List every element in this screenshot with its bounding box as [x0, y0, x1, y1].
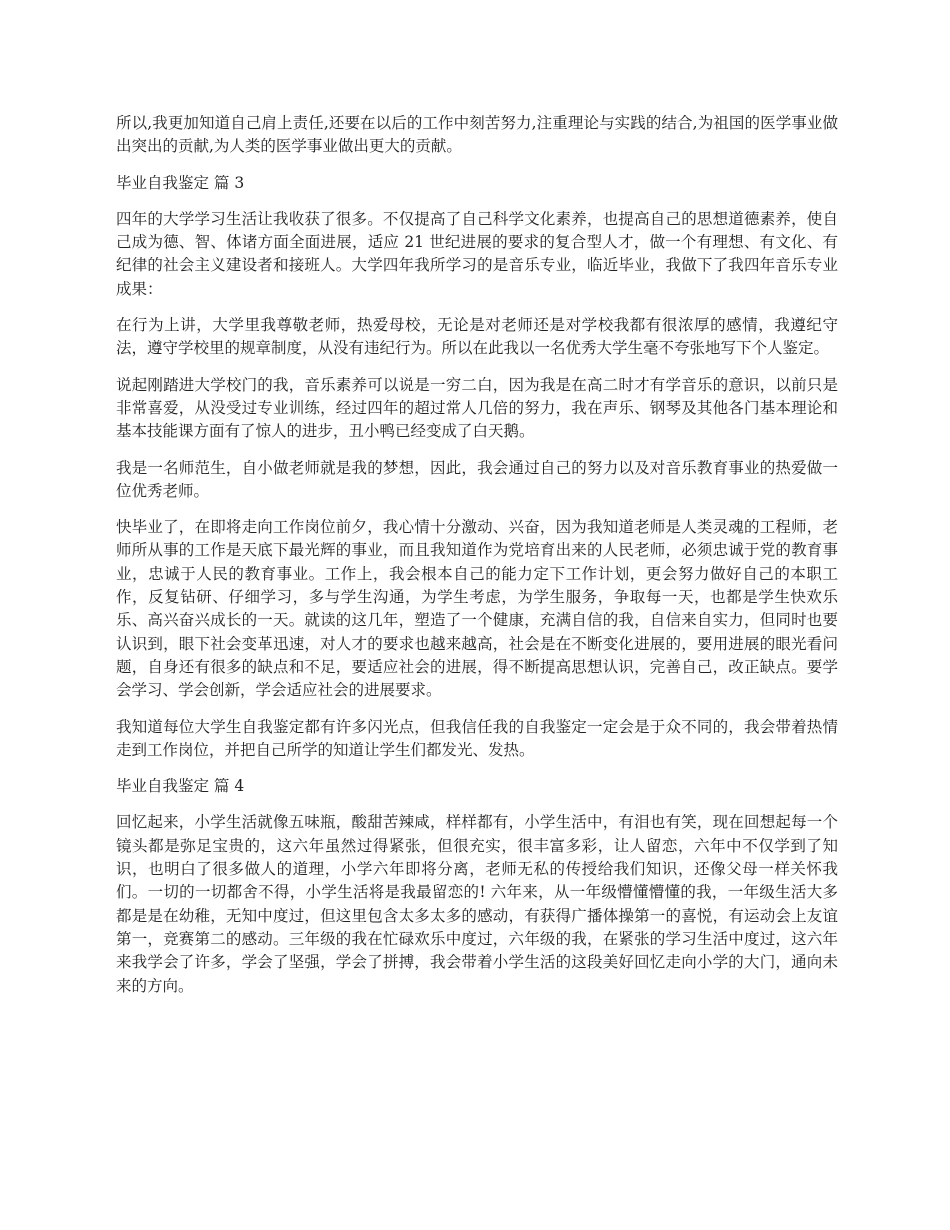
paragraph: 回忆起来，小学生活就像五味瓶，酸甜苦辣咸，样样都有，小学生活中，有泪也有笑，现在回想起每一个镜头都是弥足宝贵的，这六年虽然过得紧张，但很充实，很丰富多彩，让人留恋，六年中不仅学到了知识，也明白了很多做人的道理，小学六年即将分离，老师无私的传授给我们知识，还像父母一样关怀我们。一切的一切都舍不得，小学生活将是我最留恋的! 六年来，从一年级懵懂懵懂的我，一年级生活大多都是是在幼稚，无知中度过，但这里包含太多太多的感动，有获得广播体操第一的喜悦，有运动会上友谊第一，竞赛第二的感动。三年级的我在忙碌欢乐中度过，六年级的我，在紧张的学习生活中度过，这六年来我学会了许多，学会了坚强，学会了拼搏，我会带着小学生活的这段美好回忆走向小学的大门，通向未来的方向。 [116, 813, 838, 995]
paragraph: 快毕业了，在即将走向工作岗位前夕，我心情十分激动、兴奋，因为我知道老师是人类灵魂的工程师，老师所从事的工作是天底下最光辉的事业，而且我知道作为党培育出来的人民老师，必须忠诚于党的教育事业，忠诚于人民的教育事业。工作上，我会根本自己的能力定下工作计划，更会努力做好自己的本职工作，反复钻研、仔细学习，多与学生沟通，为学生考虑，为学生服务，争取每一天，也都是学生快欢乐乐、高兴奋兴成长的一天。就读的这几年，塑造了一个健康，充满自信的我，自信来自实力，但同时也要认识到，眼下社会变革迅速，对人才的要求也越来越高，社会是在不断变化进展的，要用进展的眼光看问题，自身还有很多的缺点和不足，要适应社会的进展，得不断提高思想认识，完善自己，改正缺点。要学会学习、学会创新，学会适应社会的进展要求。 [116, 518, 838, 700]
paragraph: 说起刚踏进大学校门的我，音乐素养可以说是一穷二白，因为我是在高二时才有学音乐的意识，以前只是非常喜爱，从没受过专业训练，经过四年的超过常人几倍的努力，我在声乐、钢琴及其他各门基本理论和基本技能课方面有了惊人的进步，丑小鸭已经变成了白天鹅。 [116, 375, 838, 441]
paragraph: 四年的大学学习生活让我收获了很多。不仅提高了自己科学文化素养，也提高自己的思想道德素养，使自己成为德、智、体诸方面全面进展，适应 21 世纪进展的要求的复合型人才，做一个有理想、有文化、有纪律的社会主义建设者和接班人。大学四年我所学习的是音乐专业，临近毕业，我做下了我四年音乐专业成果： [116, 209, 838, 298]
paragraph: 我是一名师范生，自小做老师就是我的梦想，因此，我会通过自己的努力以及对音乐教育事业的热爱做一位优秀老师。 [116, 458, 838, 500]
paragraph: 在行为上讲，大学里我尊敬老师，热爱母校，无论是对老师还是对学校我都有很浓厚的感情，我遵纪守法，遵守学校里的规章制度，从没有违纪行为。所以在此我以一名优秀大学生毫不夸张地写下个人鉴定。 [116, 316, 838, 358]
paragraph: 所以,我更加知道自己肩上责任,还要在以后的工作中刻苦努力,注重理论与实践的结合,为祖国的医学事业做出突出的贡献,为人类的医学事业做出更大的贡献。 [116, 114, 838, 156]
section-heading-3: 毕业自我鉴定 篇 3 [116, 173, 245, 192]
paragraph: 我知道每位大学生自我鉴定都有许多闪光点，但我信任我的自我鉴定一定会是于众不同的，我会带着热情走到工作岗位，并把自己所学的知道让学生们都发光、发热。 [116, 717, 838, 759]
section-heading-4: 毕业自我鉴定 篇 4 [116, 777, 245, 796]
